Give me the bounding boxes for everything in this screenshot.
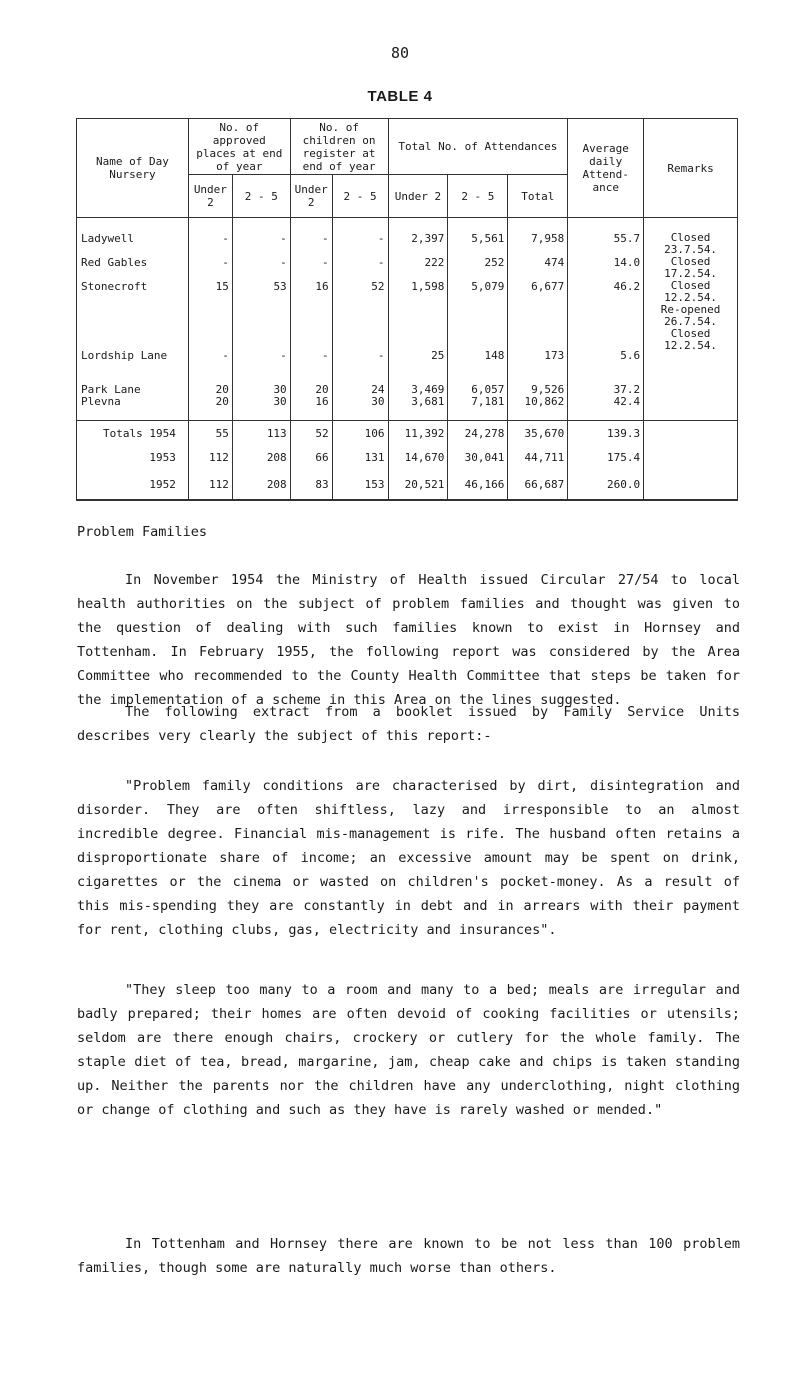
quote-paragraph bbox=[77, 774, 740, 942]
totals-row: 1952 112 208 83 153 20,521 46,166 66,687 260.0 bbox=[77, 469, 738, 500]
remarks-line: 17.2.54. bbox=[664, 267, 718, 280]
quote-text: "Problem family conditions are characterised by dirt, disintegration and disorder. They are often shiftless, lazy and irresponsible to an almost incredible degree. Financial mis-management is rife. The husband often retains a disproportionate share of income; an excessive amount may be spent on drink, cigarettes or the cinema or wasted on children's pocket-money. As a result of this mis-spending they are constantly in debt and in arrears with their payment for rent, clothing clubs, gas, electricity and insurances". bbox=[77, 778, 740, 938]
body-paragraph bbox=[77, 700, 740, 748]
section-heading: Problem Families bbox=[77, 524, 208, 540]
header-children: No. of children on register at end of year bbox=[290, 119, 388, 175]
header-places-2-5: 2 - 5 bbox=[232, 175, 290, 218]
quote-paragraph bbox=[77, 978, 740, 1122]
remarks-line: Closed bbox=[670, 327, 711, 340]
remarks-cell bbox=[644, 218, 738, 421]
header-children-under2: Under 2 bbox=[290, 175, 332, 218]
paragraph-text: In November 1954 the Ministry of Health issued Circular 27/54 to local health authorities on the subject of problem families and thought was given to the question of dealing with such families known to exist in Hornsey and Tottenham. In February 1955, the following report was considered by the Area Committee who recommended to the County Health Committee that steps be taken for the implementation of a scheme in this Area on the lines suggested. bbox=[77, 572, 740, 708]
table-title: TABLE 4 bbox=[367, 88, 433, 105]
body-paragraph bbox=[77, 568, 740, 712]
header-att-under2: Under 2 bbox=[388, 175, 448, 218]
remarks-line: Closed bbox=[670, 231, 711, 244]
page-number: 80 bbox=[390, 44, 410, 62]
table-row: Ladywell - - - - 2,397 5,561 7,958 55.7 bbox=[77, 226, 738, 250]
header-att-2-5: 2 - 5 bbox=[448, 175, 508, 218]
table-row: Park Lane 20 30 20 24 3,469 6,057 9,526 37.2 bbox=[77, 371, 738, 395]
paragraph-text: The following extract from a booklet issued by Family Service Units describes very clearly the subject of this report:- bbox=[77, 704, 740, 744]
header-attendances: Total No. of Attendances bbox=[388, 119, 568, 175]
table-row: Red Gables - - - - 222 252 474 14.0 bbox=[77, 250, 738, 274]
quote-text: "They sleep too many to a room and many to a bed; meals are irregular and badly prepared; their homes are often devoid of cooking facilities or utensils; seldom are there enough chairs, crockery or cutlery for the whole family. The staple diet of tea, bread, margarine, jam, cheap cake and chips is taken standing up. Neither the parents nor the children have any underclothing, night clothing or change of clothing and such as they have is rarely washed or mended." bbox=[77, 982, 740, 1118]
header-children-2-5: 2 - 5 bbox=[332, 175, 388, 218]
paragraph-text: In Tottenham and Hornsey there are known to be not less than 100 problem families, though some are naturally much worse than others. bbox=[77, 1236, 740, 1276]
header-remarks: Remarks bbox=[644, 119, 738, 218]
table-row: Stonecroft 15 53 16 52 1,598 5,079 6,677 46.2 bbox=[77, 274, 738, 339]
totals-row: Totals 1954 55 113 52 106 11,392 24,278 35,670 139.3 bbox=[77, 421, 738, 446]
header-average: Average daily Attend- ance bbox=[568, 119, 644, 218]
totals-remarks-cell bbox=[644, 421, 738, 501]
table-row: Lordship Lane - - - - 25 148 173 5.6 bbox=[77, 339, 738, 371]
table-row: Plevna 20 30 16 30 3,681 7,181 10,862 42.4 bbox=[77, 395, 738, 421]
remarks-line: 12.2.54. bbox=[664, 339, 718, 352]
remarks-line: Re-opened bbox=[660, 303, 721, 316]
header-att-total: Total bbox=[508, 175, 568, 218]
header-places: No. of approved places at end of year bbox=[188, 119, 290, 175]
remarks-line: Closed bbox=[670, 255, 711, 268]
day-nursery-table bbox=[76, 118, 738, 501]
remarks-line: 26.7.54. bbox=[664, 315, 718, 328]
header-name: Name of Day Nursery bbox=[77, 119, 189, 218]
totals-row: 1953 112 208 66 131 14,670 30,041 44,711 175.4 bbox=[77, 445, 738, 469]
remarks-line: Closed bbox=[670, 279, 711, 292]
remarks-line: 23.7.54. bbox=[664, 243, 718, 256]
header-places-under2: Under 2 bbox=[188, 175, 232, 218]
remarks-line: 12.2.54. bbox=[664, 291, 718, 304]
body-paragraph bbox=[77, 1232, 740, 1280]
